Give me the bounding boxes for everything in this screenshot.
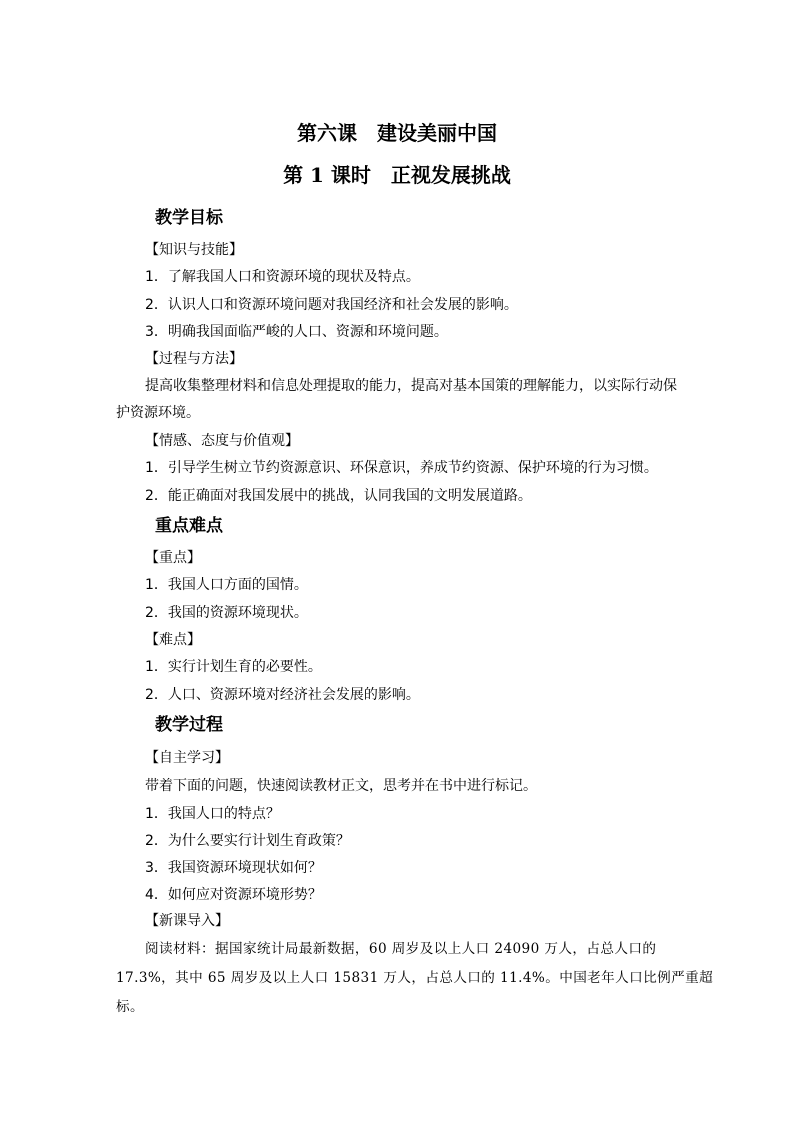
emotion-item: 1．引导学生树立节约资源意识、环保意识，养成节约资源、保护环境的行为习惯。 (145, 460, 658, 476)
lesson-title: 第六课 建设美丽中国 (297, 121, 497, 145)
new-lesson-label: 【新课导入】 (145, 913, 229, 929)
difficulty-label: 【难点】 (145, 632, 201, 648)
knowledge-skills-label: 【知识与技能】 (145, 242, 243, 258)
self-study-label: 【自主学习】 (145, 750, 229, 766)
question-item: 1．我国人口的特点？ (145, 806, 280, 822)
knowledge-item: 1．了解我国人口和资源环境的现状及特点。 (145, 269, 420, 285)
emotion-item: 2．能正确面对我国发展中的挑战，认同我国的文明发展道路。 (145, 488, 532, 504)
emotion-attitude-label: 【情感、态度与价值观】 (145, 433, 299, 449)
key-point-label: 【重点】 (145, 550, 201, 566)
reading-material-text: 标。 (116, 999, 144, 1015)
question-item: 3．我国资源环境现状如何？ (145, 860, 322, 876)
knowledge-item: 2．认识人口和资源环境问题对我国经济和社会发展的影响。 (145, 297, 518, 313)
self-study-intro: 带着下面的问题，快速阅读教材正文，思考并在书中进行标记。 (145, 778, 537, 794)
process-method-label: 【过程与方法】 (145, 351, 243, 367)
difficulty-item: 1．实行计划生育的必要性。 (145, 659, 322, 675)
knowledge-item: 3．明确我国面临严峻的人口、资源和环境问题。 (145, 324, 448, 340)
question-item: 2．为什么要实行计划生育政策？ (145, 833, 350, 849)
key-point-item: 1．我国人口方面的国情。 (145, 577, 308, 593)
reading-material-text: 17.3%，其中 65 周岁及以上人口 15831 万人，占总人口的 11.4%。中国老年人口比例严重超 (116, 970, 714, 986)
question-item: 4．如何应对资源环境形势？ (145, 887, 322, 903)
section-heading-objectives: 教学目标 (155, 208, 223, 228)
lesson-subtitle: 第 1 课时 正视发展挑战 (283, 163, 511, 187)
key-point-item: 2．我国的资源环境现状。 (145, 605, 308, 621)
section-heading-key-points: 重点难点 (155, 516, 223, 536)
process-method-text: 提高收集整理材料和信息处理提取的能力，提高对基本国策的理解能力，以实际行动保 (145, 378, 677, 394)
process-method-text: 护资源环境。 (116, 405, 200, 421)
reading-material-text: 阅读材料：据国家统计局最新数据，60 周岁及以上人口 24090 万人，占总人口的 (145, 941, 657, 957)
section-heading-process: 教学过程 (155, 715, 223, 735)
difficulty-item: 2．人口、资源环境对经济社会发展的影响。 (145, 687, 420, 703)
